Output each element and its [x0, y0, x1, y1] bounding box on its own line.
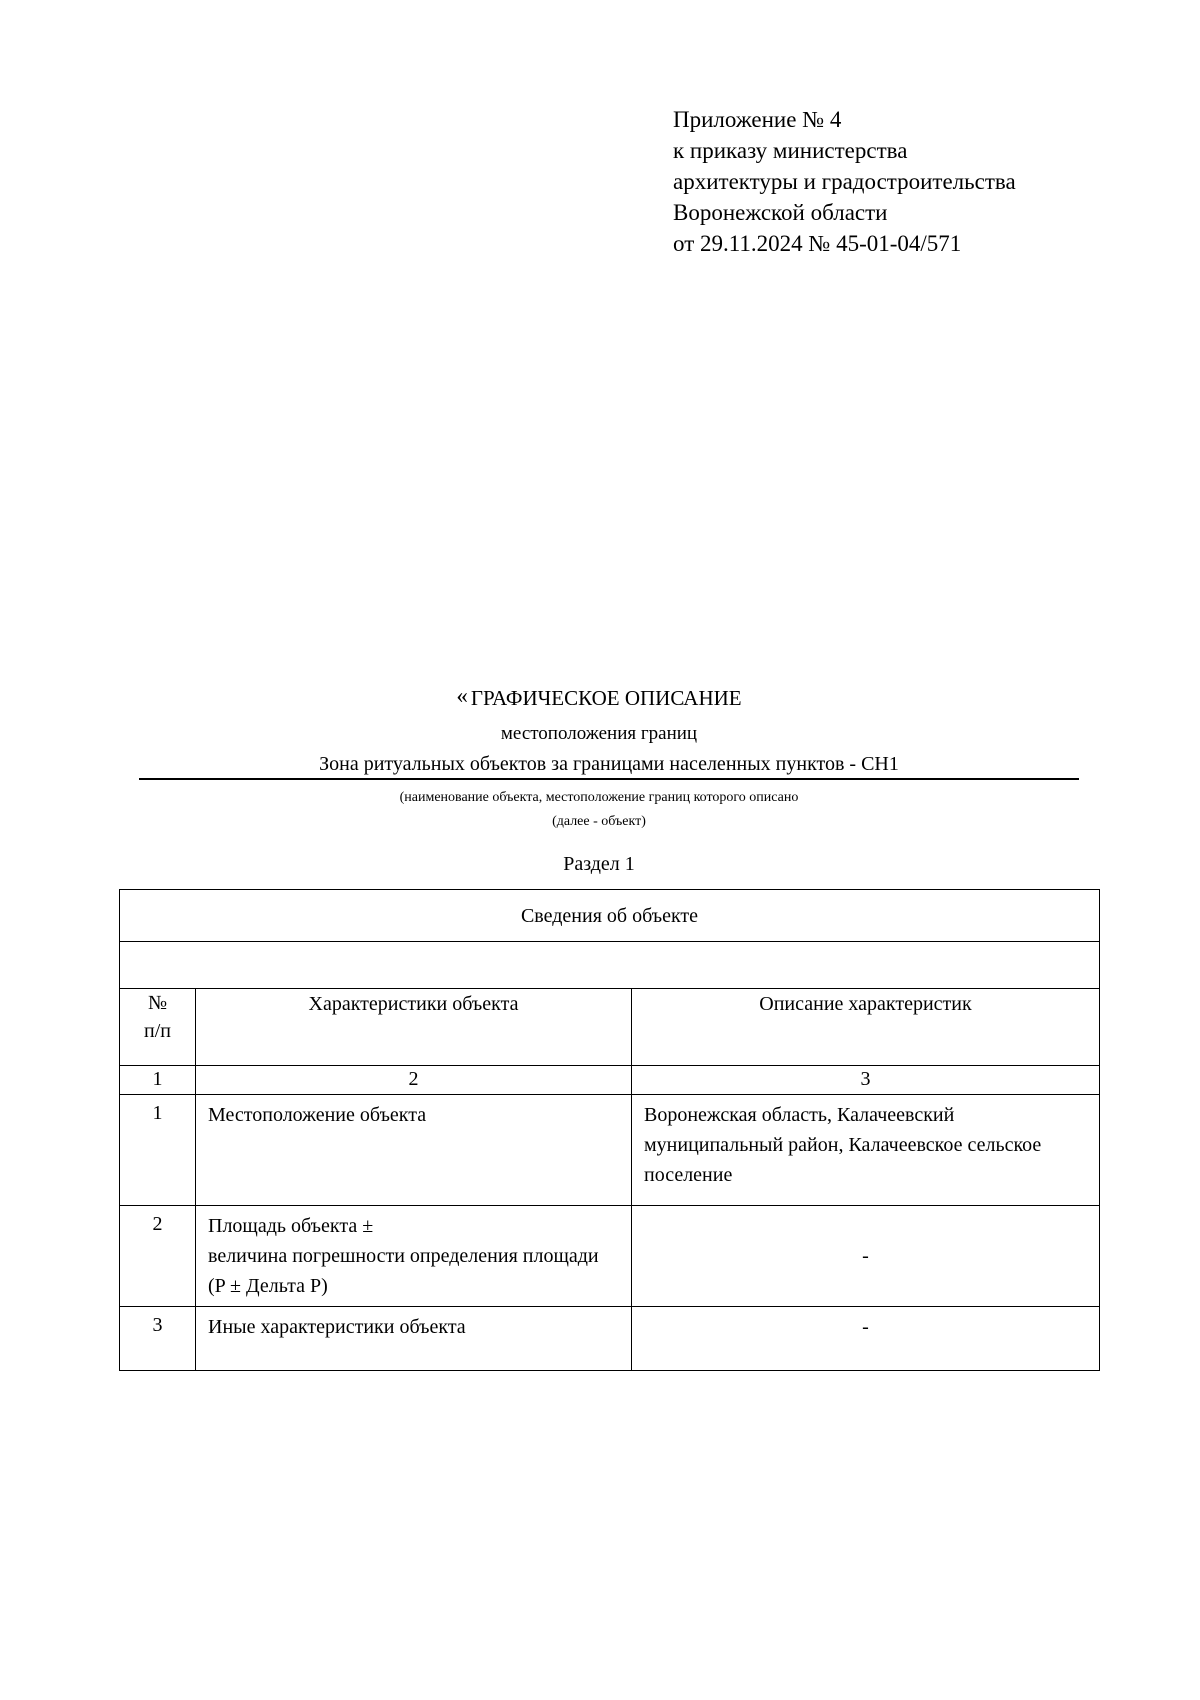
row-characteristic-line: величина погрешности определения площади (P ± Дельта P): [208, 1245, 599, 1297]
document-subtitle: местоположения границ: [500, 723, 698, 744]
object-name-hint: [119, 786, 1079, 834]
header-number-line: №: [147, 992, 168, 1014]
hint-line: (наименование объекта, местоположение границ которого описано: [399, 790, 799, 805]
header-number: [120, 989, 196, 1066]
document-title: [119, 683, 1079, 711]
column-index: 3: [632, 1066, 1100, 1095]
row-characteristic: Местоположение объекта: [196, 1095, 632, 1206]
opening-quote: «: [456, 683, 468, 708]
table-caption: Сведения об объекте: [120, 890, 1100, 942]
appendix-line: Приложение № 4: [673, 107, 842, 132]
column-index-row: [120, 1066, 1100, 1095]
row-number: 1: [120, 1095, 196, 1206]
table-header-row: [120, 989, 1100, 1066]
column-index: 1: [120, 1066, 196, 1095]
appendix-line: Воронежской области: [673, 200, 888, 225]
table-row: [120, 1307, 1100, 1371]
hint-line: (далее - объект): [552, 814, 646, 829]
row-description: Воронежская область, Калачеевский муниципальный район, Калачеевское сельское поселение: [632, 1095, 1100, 1206]
table-row: [120, 1206, 1100, 1307]
row-characteristic: [196, 1206, 632, 1307]
section-label: Раздел 1: [563, 853, 635, 875]
appendix-line: к приказу министерства: [673, 138, 908, 163]
object-name: Зона ритуальных объектов за границами населенных пунктов - СН1: [139, 751, 1079, 780]
table-empty-row: [120, 942, 1100, 989]
appendix-note: [673, 104, 1016, 259]
appendix-line: архитектуры и градостроительства: [673, 169, 1016, 194]
row-description: -: [632, 1206, 1100, 1307]
column-index: 2: [196, 1066, 632, 1095]
header-characteristics: Характеристики объекта: [196, 989, 632, 1066]
row-characteristic-line: Площадь объекта ±: [208, 1215, 374, 1237]
row-number: 3: [120, 1307, 196, 1371]
appendix-line: от 29.11.2024 № 45-01-04/571: [673, 231, 962, 256]
row-characteristic: Иные характеристики объекта: [196, 1307, 632, 1371]
object-info-table: [119, 889, 1100, 1371]
header-number-line: п/п: [144, 1020, 171, 1042]
document-title-text: ГРАФИЧЕСКОЕ ОПИСАНИЕ: [470, 686, 742, 710]
row-number: 2: [120, 1206, 196, 1307]
empty-cell: [120, 942, 1100, 989]
table-caption-row: [120, 890, 1100, 942]
row-description: -: [632, 1307, 1100, 1371]
table-row: [120, 1095, 1100, 1206]
header-description: Описание характеристик: [632, 989, 1100, 1066]
